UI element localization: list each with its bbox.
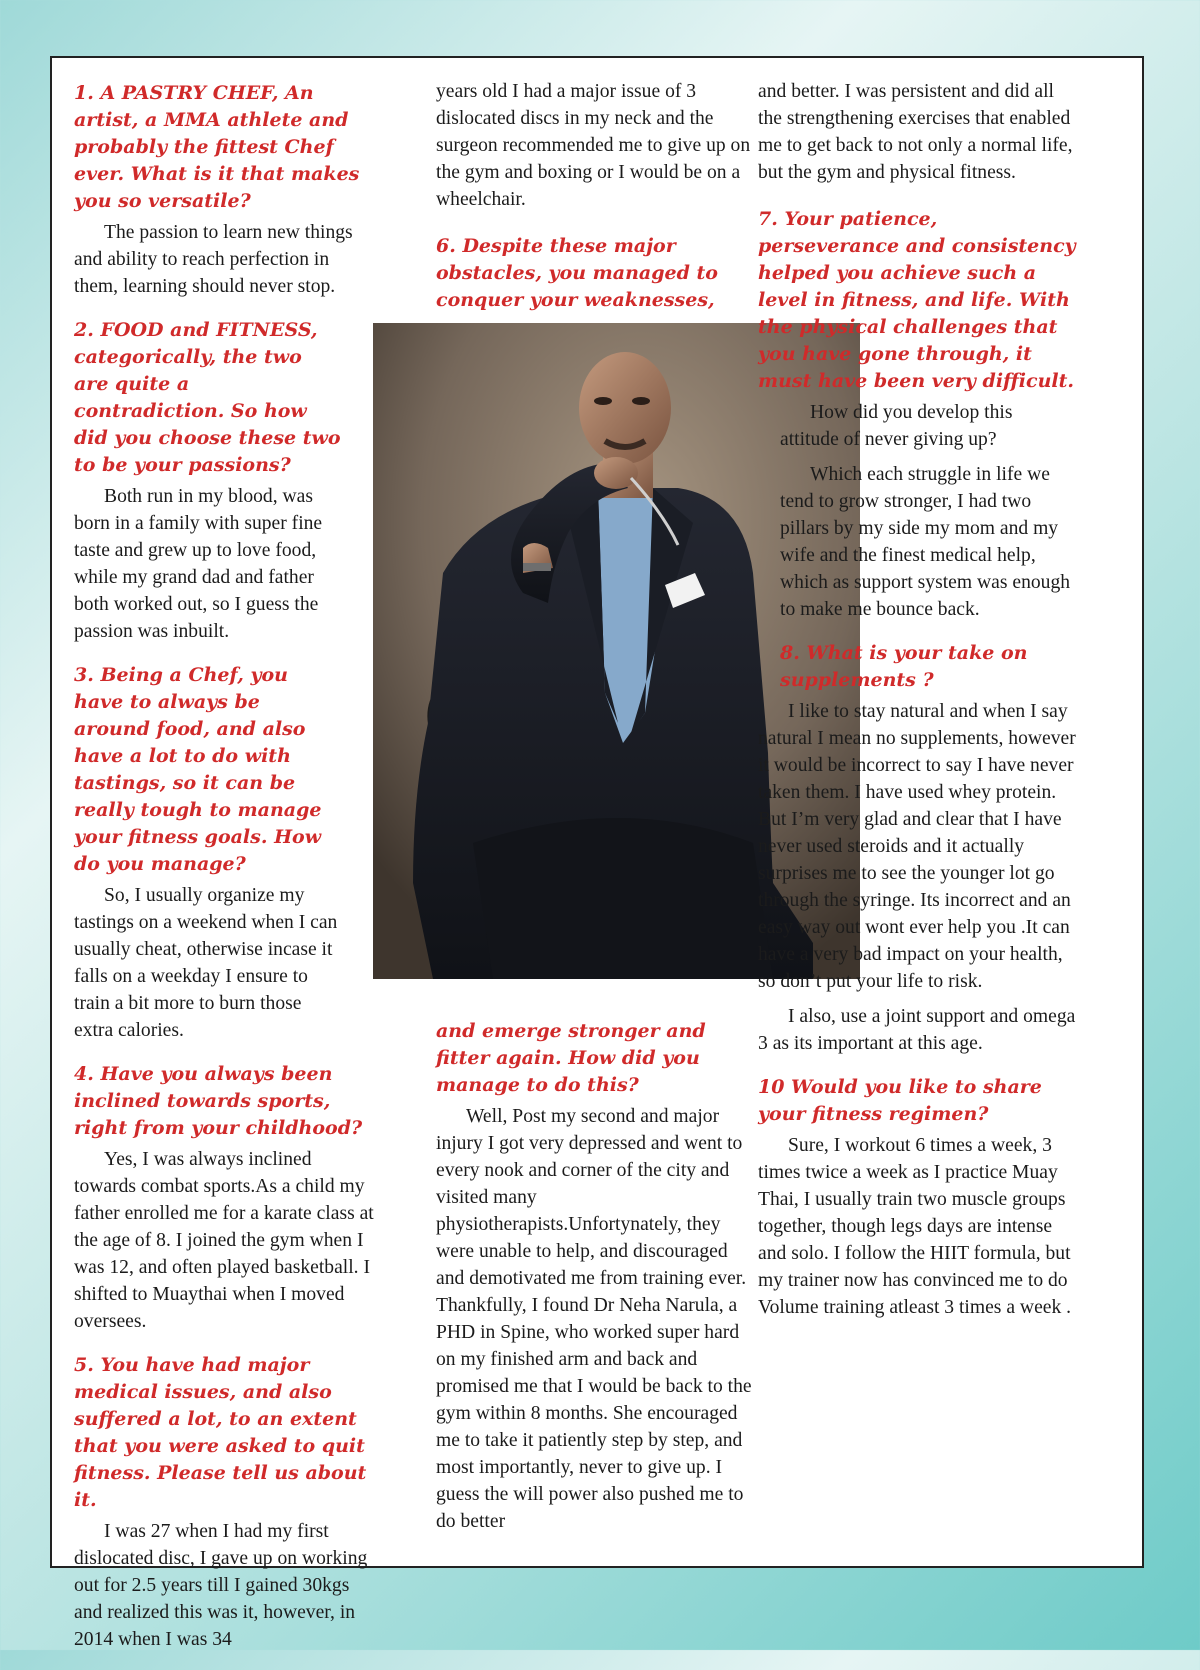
answer-8-part-2: I also, use a joint support and omega 3 as its important at this age. xyxy=(758,1006,1076,1054)
answer-3: So, I usually organize my tastings on a weekend when I can usually cheat, otherwise incase it falls on a weekday I ensure to train a bit more to burn those extra calories. xyxy=(74,885,338,1041)
question-5: 5. You have had major medical issues, and also suffered a lot, to an extent that you were asked to quit fitness. Please tell us about it. xyxy=(74,1354,367,1511)
answer-4: Yes, I was always inclined towards combat sports.As a child my father enrolled me for a karate class at the age of 8. I joined the gym when I was 12, and often played basketball. I shifted to Muaythai when I moved oversees. xyxy=(74,1149,374,1332)
question-2: 2. FOOD and FITNESS, categorically, the two are quite a contradiction. So how did you choose these two to be your passions? xyxy=(74,319,341,476)
column-2-bottom xyxy=(436,1018,754,1552)
column-1 xyxy=(74,80,374,1670)
question-3: 3. Being a Chef, you have to always be around food, and also have a lot to do with tastings, so it can be really tough to manage your fitness goals. How do you manage? xyxy=(74,664,322,875)
question-8: 8. What is your take on supplements ? xyxy=(780,642,1028,691)
question-7: 7. Your patience, perseverance and consistency helped you achieve such a level in fitness, and life. With the physical challenges that you have gone through, it must have been very difficult. xyxy=(758,208,1076,392)
answer-10: Sure, I workout 6 times a week, 3 times twice a week as I practice Muay Thai, I usually train two muscle groups together, though legs days are intense and solo. I follow the HIIT formula, but my trainer now has convinced me to do Volume training atleast 3 times a week . xyxy=(758,1135,1072,1318)
column-2-top xyxy=(436,78,754,318)
answer-6-continued: and better. I was persistent and did all the strengthening exercises that enabled me to get back to not only a normal life, but the gym and physical fitness. xyxy=(758,81,1073,183)
answer-2: Both run in my blood, was born in a family with super fine taste and grew up to love food, while my grand dad and father both worked out, so I guess the passion was inbuilt. xyxy=(74,486,323,642)
answer-7-part-2: Which each struggle in life we tend to grow stronger, I had two pillars by my side my mom and my wife and the finest medical help, which as support system was enough to make me bounce back. xyxy=(780,464,1071,620)
question-4: 4. Have you always been inclined towards sports, right from your childhood? xyxy=(74,1063,363,1139)
answer-6: Well, Post my second and major injury I got very depressed and went to every nook and corner of the city and visited many physiotherapists.Unfortynately, they were unable to help, and discouraged and demotivated me from training ever. Thankfully, I found Dr Neha Narula, a PHD in Spine, who worked super hard on my finished arm and back and promised me that I would be back to the gym within 8 months. She encouraged me to take it patiently step by step, and most importantly, never to give up. I guess the will power also pushed me to do better xyxy=(436,1106,752,1532)
answer-8-part-1: I like to stay natural and when I say natural I mean no supplements, however it would be incorrect to say I have never taken them. I have used whey protein. But I’m very glad and clear that I have never used steroids and it actually surprises me to see the younger lot go through the syringe. Its incorrect and an easy way out wont ever help you .It can have a very bad impact on your health, so don’t put your life to risk. xyxy=(758,701,1076,992)
question-1: 1. A PASTRY CHEF, An artist, a MMA athlete and probably the fittest Chef ever. What is it that makes you so versatile? xyxy=(74,82,360,212)
column-3 xyxy=(758,78,1076,1338)
answer-7-part-1: How did you develop this attitude of never giving up? xyxy=(780,402,1013,450)
magazine-page xyxy=(50,56,1144,1650)
answer-5: I was 27 when I had my first dislocated disc, I gave up on working out for 2.5 years till I gained 30kgs and realized this was it, however, in 2014 when I was 34 xyxy=(74,1521,368,1650)
answer-5-continued: years old I had a major issue of 3 dislocated discs in my neck and the surgeon recommended me to give up on the gym and boxing or I would be on a wheelchair. xyxy=(436,81,751,210)
question-6-end: and emerge stronger and fitter again. How did you manage to do this? xyxy=(436,1020,706,1096)
question-10: 10 Would you like to share your fitness regimen? xyxy=(758,1076,1042,1125)
question-6-start: 6. Despite these major obstacles, you managed to conquer your weaknesses, xyxy=(436,235,718,311)
answer-1: The passion to learn new things and ability to reach perfection in them, learning should never stop. xyxy=(74,222,353,297)
